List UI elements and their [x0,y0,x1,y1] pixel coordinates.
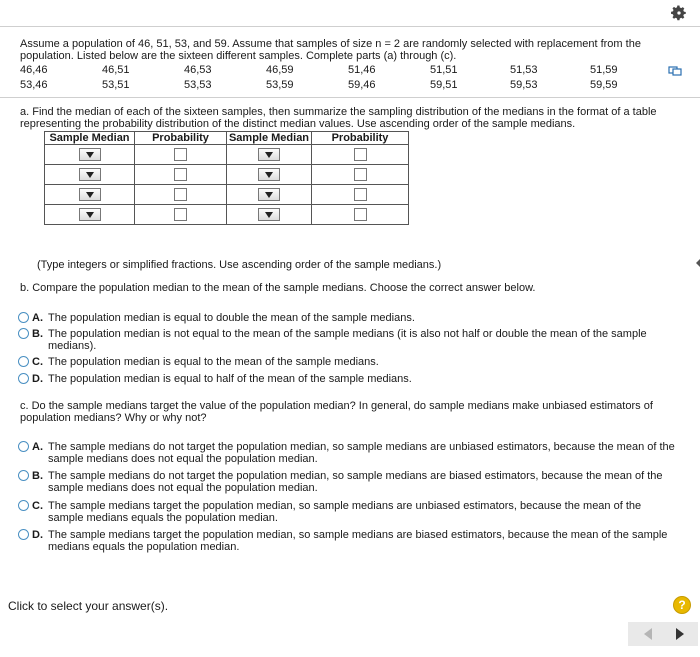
chevron-down-icon [265,172,273,178]
option-b-d[interactable] [18,373,412,385]
sample-cell: 59,59 [590,79,618,91]
option-letter: D. [32,529,43,541]
top-bar [0,0,700,26]
divider [0,26,700,27]
distribution-table [44,131,409,225]
sample-cell: 59,46 [348,79,376,91]
sample-cell: 51,51 [430,64,458,76]
radio-button[interactable] [18,441,29,452]
radio-button[interactable] [18,373,29,384]
sample-cell: 59,51 [430,79,458,91]
median-dropdown[interactable] [258,168,280,181]
option-text: The population median is equal to the mean of the sample medians. [48,356,379,368]
option-text: The sample medians do not target the population median, so sample medians are biased estimators, because the mean of the sample medians does not equal the population median. [48,470,663,494]
col-header: Sample Median [227,132,312,145]
chevron-down-icon [265,212,273,218]
part-c-prompt [20,400,680,424]
sample-cell: 53,59 [266,79,294,91]
col-header: Probability [312,132,409,145]
option-text: The sample medians target the population median, so sample medians are biased estimators, because the mean of the sample medians equals the population median. [48,529,668,553]
part-c-line-1: c. Do the sample medians target the value of the population median? In general, do sample medians make unbiased estimators of [20,400,653,412]
part-a-line-1: a. Find the median of each of the sixteen samples, then summarize the sampling distribution of the medians in the format of a table [20,106,657,118]
sample-cell: 46,59 [266,64,294,76]
option-b-b[interactable] [18,328,647,352]
chevron-down-icon [265,152,273,158]
option-text: The population median is equal to double the mean of the sample medians. [48,312,415,324]
option-letter: A. [32,441,43,453]
arrow-right-icon[interactable] [676,628,684,640]
radio-button[interactable] [18,470,29,481]
table-row [45,165,409,185]
median-dropdown[interactable] [79,168,101,181]
radio-button[interactable] [18,312,29,323]
chevron-down-icon [265,192,273,198]
sample-cell: 46,51 [102,64,130,76]
side-collapse-arrow[interactable] [695,259,700,267]
radio-button[interactable] [18,500,29,511]
option-letter: B. [32,328,43,340]
probability-input[interactable] [174,168,187,181]
sample-cell: 51,46 [348,64,376,76]
sample-cell: 46,46 [20,64,48,76]
option-b-c[interactable] [18,356,379,368]
col-header: Sample Median [45,132,135,145]
radio-button[interactable] [18,328,29,339]
probability-input[interactable] [354,168,367,181]
sample-cell: 51,59 [590,64,618,76]
sample-cell: 53,51 [102,79,130,91]
table-row [45,205,409,225]
intro-line-1: Assume a population of 46, 51, 53, and 59. Assume that samples of size n = 2 are randomly selected with replacement from the [20,38,641,50]
part-c-line-2: population medians? Why or why not? [20,412,207,424]
option-text: The sample medians target the population median, so sample medians are unbiased estimators, because the mean of the sample medians equals the population median. [48,500,642,524]
median-dropdown[interactable] [258,148,280,161]
copy-icon[interactable] [668,66,682,76]
sample-cell: 59,53 [510,79,538,91]
option-letter: B. [32,470,43,482]
chevron-down-icon [86,172,94,178]
divider [0,97,700,98]
gear-icon[interactable] [670,4,688,22]
median-dropdown[interactable] [258,208,280,221]
part-b-prompt: b. Compare the population median to the mean of the sample medians. Choose the correct answer below. [20,282,536,294]
radio-button[interactable] [18,356,29,367]
arrow-left-icon[interactable] [644,628,652,640]
median-dropdown[interactable] [79,148,101,161]
option-text: The population median is not equal to the mean of the sample medians (it is also not half or double the mean of the sample medians). [48,328,647,352]
sample-cell: 53,53 [184,79,212,91]
option-letter: C. [32,356,43,368]
chevron-down-icon [86,152,94,158]
probability-input[interactable] [354,188,367,201]
option-c-b[interactable] [18,470,663,494]
probability-input[interactable] [354,148,367,161]
chevron-down-icon [86,212,94,218]
option-c-c[interactable] [18,500,641,524]
intro-line-2: population. Listed below are the sixteen different samples. Complete parts (a) through (c). [20,50,457,62]
footer-instruction: Click to select your answer(s). [8,599,169,613]
question-intro [20,38,650,62]
navigation-bar [628,622,698,646]
table-row [45,185,409,205]
help-button[interactable]: ? [673,596,691,614]
median-dropdown[interactable] [258,188,280,201]
option-letter: D. [32,373,43,385]
probability-input[interactable] [174,208,187,221]
chevron-down-icon [86,192,94,198]
option-text: The population median is equal to half of the mean of the sample medians. [48,373,412,385]
option-c-a[interactable] [18,441,675,465]
part-a-line-2: representing the probability distribution of the distinct median values. Use ascending order of the sample medians. [20,118,576,130]
sample-cell: 46,53 [184,64,212,76]
option-c-d[interactable] [18,529,667,553]
sample-cell: 51,53 [510,64,538,76]
radio-button[interactable] [18,529,29,540]
median-dropdown[interactable] [79,188,101,201]
probability-input[interactable] [174,148,187,161]
table-row [45,145,409,165]
median-dropdown[interactable] [79,208,101,221]
sample-cell: 53,46 [20,79,48,91]
option-text: The sample medians do not target the population median, so sample medians are unbiased estimators, because the mean of the sample medians does not equal the population median. [48,441,675,465]
option-letter: A. [32,312,43,324]
probability-input[interactable] [354,208,367,221]
probability-input[interactable] [174,188,187,201]
part-a-note: (Type integers or simplified fractions. Use ascending order of the sample medians.) [37,259,442,271]
table-header-row [45,132,409,145]
col-header: Probability [135,132,227,145]
option-letter: C. [32,500,43,512]
option-b-a[interactable] [18,312,415,324]
part-a-prompt [20,106,680,130]
